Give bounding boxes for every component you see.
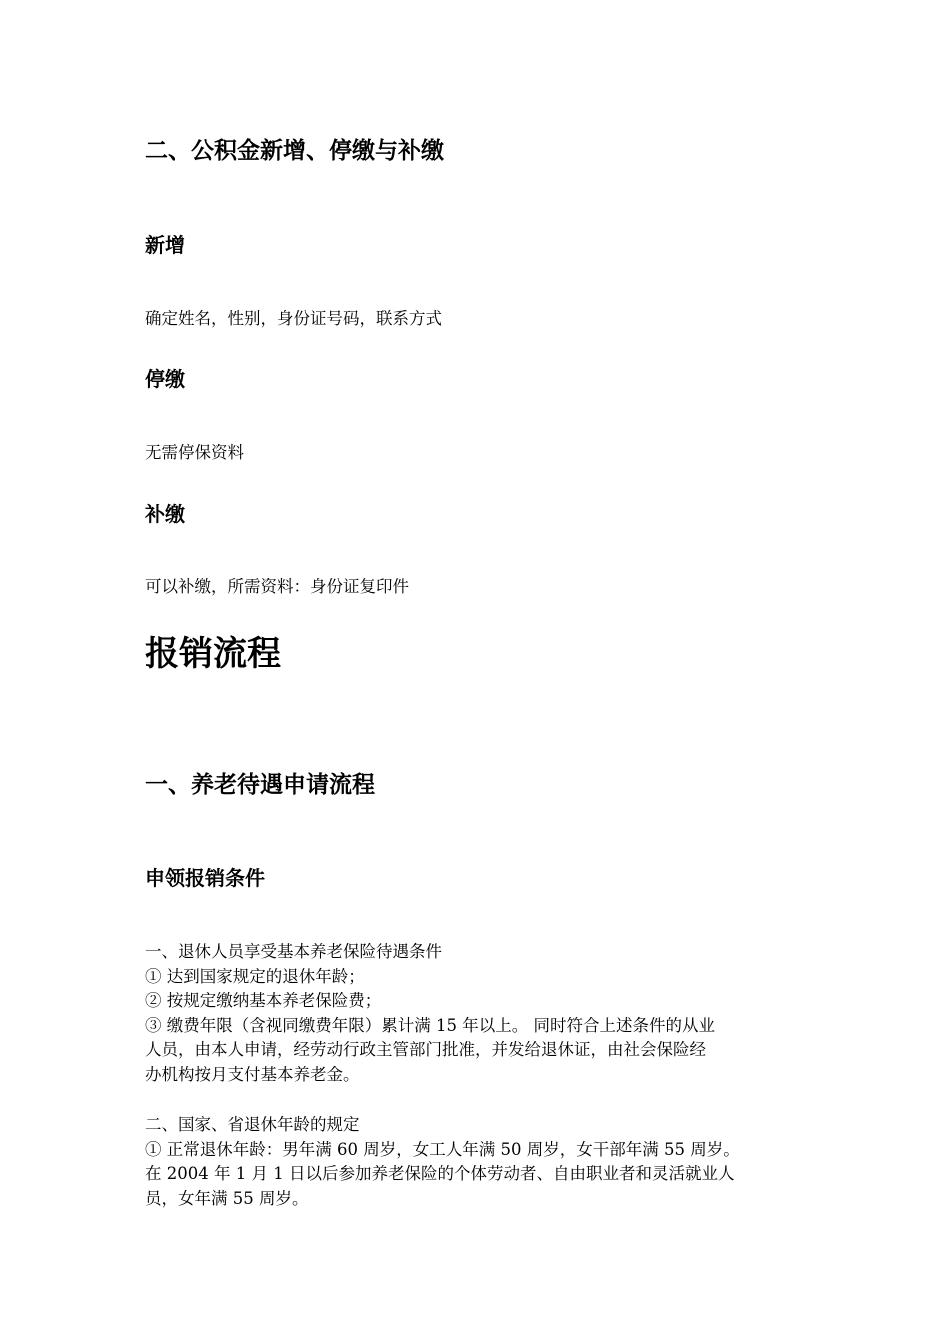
subheading-conditions: 申领报销条件 — [145, 866, 265, 890]
text-line: 二、国家、省退休年龄的规定 — [145, 1115, 360, 1134]
text-line: ① 正常退休年龄：男年满 60 周岁，女工人年满 50 周岁，女干部年满 55 周岁。 — [145, 1139, 740, 1159]
subheading-supplement: 补缴 — [145, 502, 185, 526]
text-supplement: 可以补缴，所需资料：身份证复印件 — [145, 577, 409, 596]
paragraph-retirement-age — [145, 1113, 835, 1211]
text-line: 办机构按月支付基本养老金。 — [145, 1064, 360, 1084]
text-line: ② 按规定缴纳基本养老保险费； — [145, 991, 382, 1010]
subheading-add: 新增 — [145, 233, 185, 257]
heading-gjj: 二、公积金新增、停缴与补缴 — [145, 138, 444, 164]
text-stop: 无需停保资料 — [145, 443, 244, 462]
text-line: 一、退休人员享受基本养老保险待遇条件 — [145, 942, 442, 961]
text-line: ③ 缴费年限（含视同缴费年限）累计满 15 年以上。 同时符合上述条件的从业 — [145, 1015, 715, 1035]
text-line: 在 2004 年 1 月 1 日以后参加养老保险的个体劳动者、自由职业者和灵活就业人 — [145, 1164, 735, 1183]
title-reimbursement: 报销流程 — [145, 634, 281, 674]
text-line: ① 达到国家规定的退休年龄； — [145, 966, 365, 986]
text-add: 确定姓名，性别，身份证号码，联系方式 — [145, 309, 442, 328]
text-line: 人员，由本人申请，经劳动行政主管部门批准，并发给退休证，由社会保险经 — [145, 1040, 706, 1059]
text-line: 员，女年满 55 周岁。 — [145, 1188, 309, 1208]
heading-pension: 一、养老待遇申请流程 — [145, 772, 375, 798]
subheading-stop: 停缴 — [145, 367, 185, 391]
paragraph-retirement-conditions — [145, 940, 835, 1087]
